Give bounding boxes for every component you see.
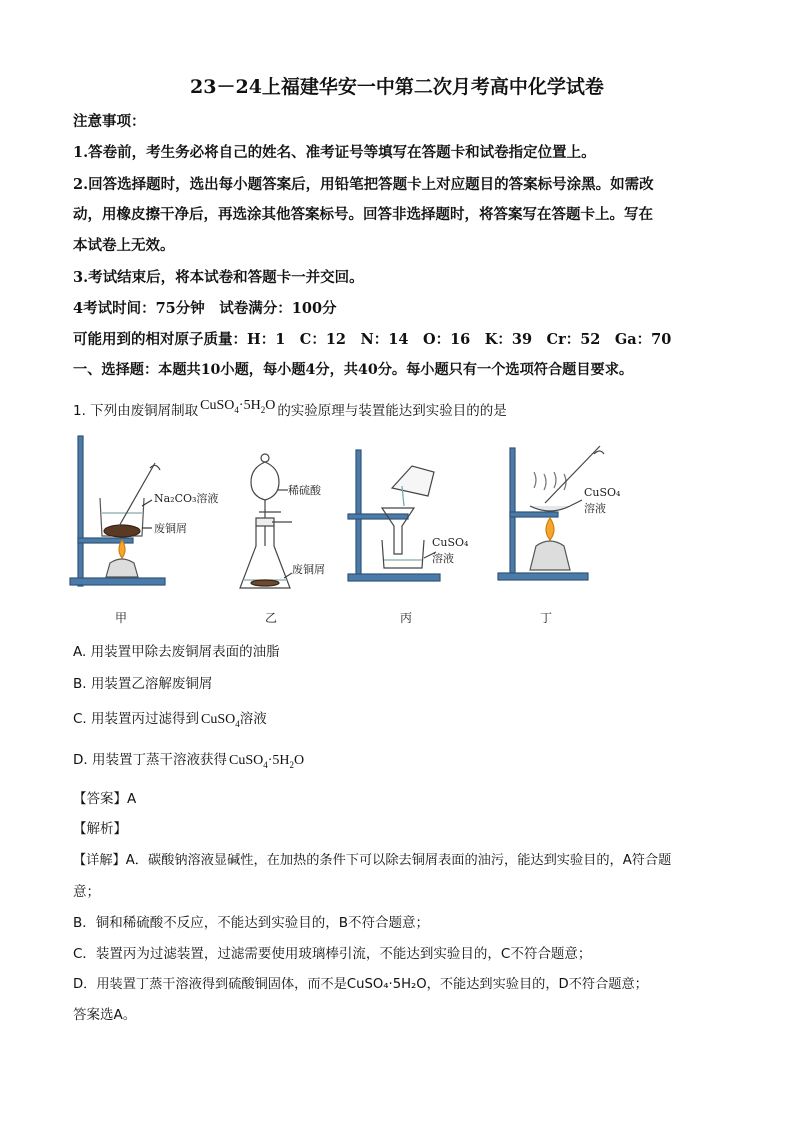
bing-label-cuso4: CuSO₄ [432, 536, 469, 549]
caption-jia: 甲 [115, 611, 128, 625]
caption-ding: 丁 [540, 611, 553, 625]
page-title: 23－24上福建华安一中第二次月考高中化学试卷 [190, 76, 604, 98]
notice-heading: 注意事项： [73, 113, 146, 130]
notice-item-2-line-2: 动，用橡皮擦干净后，再选涂其他答案标号。回答非选择题时，将答案写在答题卡上。写在 [73, 206, 653, 223]
bing-label-solution: 溶液 [432, 552, 454, 565]
option-a: A. 用装置甲除去废铜屑表面的油脂 [73, 644, 280, 660]
notice-item-1: 1.答卷前，考生务必将自己的姓名、准考证号等填写在答题卡和试卷指定位置上。 [73, 144, 596, 161]
detail-line-1: 【详解】A．碳酸钠溶液显碱性，在加热的条件下可以除去铜屑表面的油污，能达到实验目的，A符合题 [73, 853, 672, 868]
option-d: D. 用装置丁蒸干溶液获得 $CuSO_4\cdot 5H_2O$ [73, 752, 305, 770]
detail-line-2: 意； [73, 884, 100, 900]
formula-cuso4-5h2o: $CuSO_4\cdot 5H_2O$ [200, 398, 276, 415]
atomic-masses: 可能用到的相对原子质量：H：1 C：12 N：14 O：16 K：39 Cr：52 Ga：70 [73, 331, 672, 348]
notice-item-2-line-1: 2.回答选择题时，选出每小题答案后，用铅笔把答题卡上对应题目的答案标号涂黑。如需改 [73, 176, 654, 193]
notice-item-2-line-3: 本试卷上无效。 [73, 237, 175, 254]
apparatus-bing [348, 450, 440, 581]
ding-label-cuso4: CuSO₄ [584, 486, 620, 499]
conclusion: 答案选A。 [73, 1007, 137, 1023]
detail-c: C．装置丙为过滤装置，过滤需要使用玻璃棒引流，不能达到实验目的，C不符合题意； [73, 946, 592, 962]
notice-item-4: 4考试时间：75分钟 试卷满分：100分 [73, 300, 337, 317]
question-1-stem [73, 399, 507, 421]
apparatus-figure [60, 428, 620, 633]
option-b: B. 用装置乙溶解废铜屑 [73, 676, 213, 692]
answer: 【答案】A [73, 791, 137, 807]
yi-label-copper: 废铜屑 [292, 563, 325, 576]
apparatus-yi [240, 454, 292, 588]
formula-cuso4-5h2o-option: $CuSO_4\cdot 5H_2O$ [228, 753, 305, 770]
apparatus-jia [70, 436, 165, 586]
notice-item-3: 3.考试结束后，将本试卷和答题卡一并交回。 [73, 269, 364, 286]
caption-yi: 乙 [265, 611, 278, 625]
yi-label-acid: 稀硫酸 [288, 484, 321, 497]
section-heading: 一、选择题：本题共10小题，每小题4分，共40分。每小题只有一个选项符合题目要求。 [73, 362, 634, 378]
detail-d: D．用装置丁蒸干溶液得到硫酸铜固体，而不是CuSO₄·5H₂O，不能达到实验目的，D不符合题意； [73, 977, 648, 992]
option-c: C. 用装置丙过滤得到 CuSO$_4$溶液 [73, 711, 267, 729]
analysis-heading: 【解析】 [73, 821, 127, 837]
question-1-prefix: 1. 下列由废铜屑制取 [73, 403, 199, 419]
jia-label-copper: 废铜屑 [154, 522, 187, 535]
question-1-suffix: 的实验原理与装置能达到实验目的的是 [277, 403, 507, 419]
caption-bing: 丙 [400, 611, 413, 625]
jia-label-solution: Na₂CO₃溶液 [154, 492, 219, 505]
formula-cuso4: CuSO$_4$ [201, 712, 240, 729]
detail-b: B．铜和稀硫酸不反应，不能达到实验目的，B不符合题意； [73, 915, 430, 931]
ding-label-solution: 溶液 [584, 502, 606, 515]
